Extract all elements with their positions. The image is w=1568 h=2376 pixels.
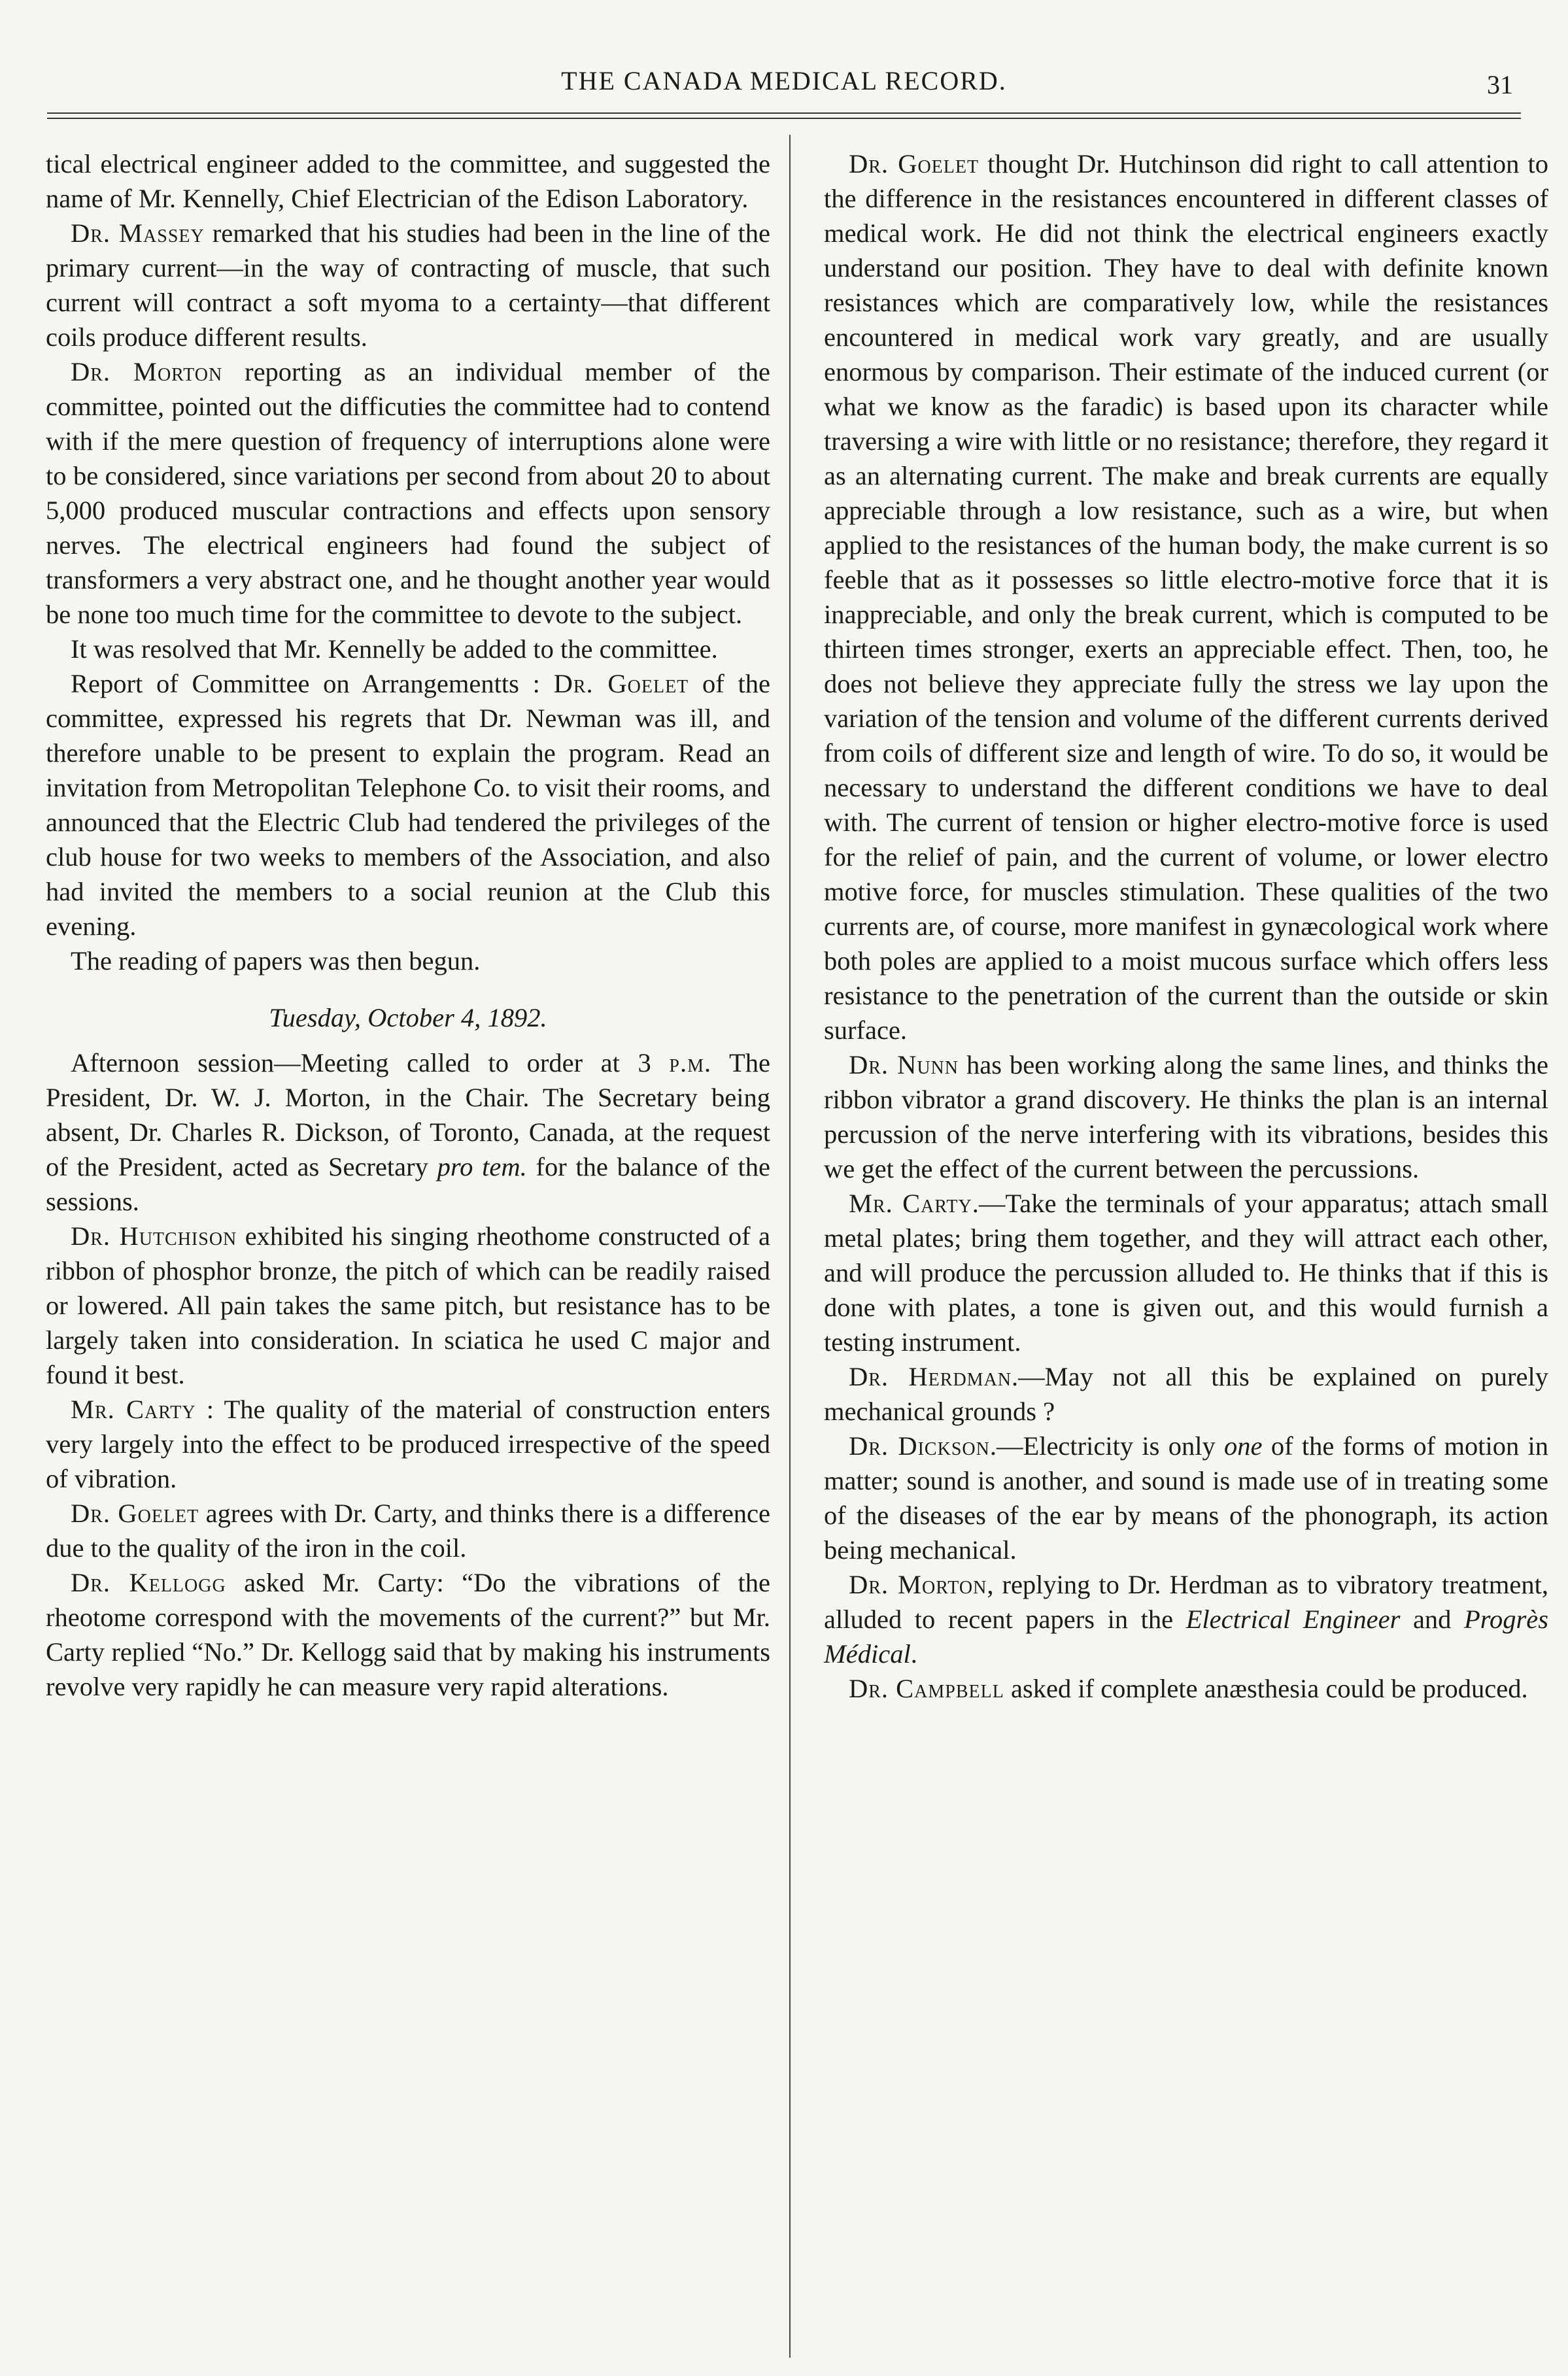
header-rule <box>47 112 1521 114</box>
speaker-name: Dr. Nunn <box>849 1050 959 1079</box>
header-rule-double <box>47 118 1521 119</box>
paragraph <box>824 1186 1548 1359</box>
paragraph <box>46 1392 770 1496</box>
paragraph-text: asked Mr. Carty: “Do the vibrations of the rheotome correspond with the movements of the current?” but Mr. Carty replied “No.” Dr. Kellogg said that by making his instruments revolve very rapidly he can measure very rapid alterations. <box>46 1568 770 1701</box>
speaker-name: Dr. Massey <box>71 218 205 248</box>
paragraph: The reading of papers was then begun. <box>71 946 481 976</box>
speaker-name: Dr. Dickson <box>849 1431 990 1461</box>
paragraph <box>824 146 1548 1047</box>
column-divider <box>789 135 791 2358</box>
paragraph-text: , replying to Dr. Herdman as to vibratory treatment, alluded to recent papers in the <box>824 1570 1548 1634</box>
paragraph <box>46 1496 770 1565</box>
paragraph-text: : The quality of the material of construction enters very largely into the effect to be produced irrespective of the speed of vibration. <box>46 1395 770 1493</box>
paragraph <box>46 1219 770 1392</box>
paragraph-text: and <box>1400 1604 1464 1634</box>
paragraph-text: of the forms of motion in matter; sound is another, and sound is made use of in treating some of the diseases of the ear by means of the phonograph, its action being mechanical. <box>824 1431 1548 1565</box>
time-abbrev: p.m. <box>669 1048 712 1078</box>
paragraph-text: .—Take the terminals of your apparatus; attach small metal plates; bring them together, and they will attract each other, and will produce the percussion alluded to. He thinks that if this is done with plates, a tone is given out, and this would furnish a testing instrument. <box>824 1189 1548 1357</box>
speaker-name: Dr. Goelet <box>849 149 980 178</box>
paragraph-text: of the committee, expressed his regrets that Dr. Newman was ill, and therefore unable to be present to explain the program. Read an invitation from Metropolitan Telephone Co. to visit their rooms, and announced that the Electric Club had tendered the privileges of the club house for two weeks to members of the Association, and also had invited the members to a social reunion at the Club this evening. <box>46 669 771 941</box>
paragraph-text: Afternoon session—Meeting called to order at 3 <box>71 1048 670 1078</box>
session-dateline: Tuesday, October 4, 1892. <box>269 1003 547 1032</box>
journal-title: Electrical Engineer <box>1185 1604 1401 1634</box>
speaker-name: Dr. Kellogg <box>71 1568 226 1597</box>
paragraph-text: for the balance of the sessions. <box>46 1152 771 1216</box>
paragraph-text: Report of Committee on Arrangementts : <box>71 669 554 698</box>
paragraph <box>824 1359 1548 1429</box>
speaker-name: Mr. Carty <box>71 1395 196 1424</box>
paragraph <box>46 354 770 632</box>
speaker-name: Dr. Morton <box>71 357 223 386</box>
left-column <box>46 146 770 1704</box>
paragraph <box>46 1565 770 1704</box>
italic-phrase: one <box>1224 1431 1263 1461</box>
paragraph <box>824 1671 1548 1706</box>
page-number: 31 <box>1487 70 1513 99</box>
paragraph-text: thought Dr. Hutchinson did right to call attention to the difference in the resistances encountered in different classes of medical work. He did not think the electrical engineers exactly understand our position. They have to deal with definite known resistances which are comparatively low, while the resistances encountered in medical work vary greatly, and are usually enormous by comparison. Their estimate of the induced current (or what we know as the faradic) is based upon its character while traversing a wire with little or no resistance; therefore, they regard it as an alternating current. The make and break currents are equally appreciable through a low resistance, such as a wire, but when applied to the resistances of the human body, the make current is so feeble that as it possesses so little electro-motive force that it is inappreciable, and only the break current, which is computed to be thirteen times stronger, exerts an appreciable effect. Then, too, he does not believe they appreciate fully the stress we lay upon the variation of the tension and volume of the different currents derived from coils of different size and length of wire. To do so, it would be necessary to understand the different conditions we have to deal with. The current of tension or higher electro-motive force is used for the relief of pain, and the current of volume, or lower electro motive force, for muscles stimulation. These qualities of the two currents are, of course, more manifest in gynæcological work where both poles are applied to a moist mucous surface which offers less resistance to the penetration of the current than the outside or skin surface. <box>824 149 1548 1045</box>
speaker-name: Dr. Herdman <box>849 1362 1012 1391</box>
speaker-name: Dr. Morton <box>849 1570 987 1599</box>
paragraph-text: .—May not all this be explained on purely mechanical grounds ? <box>824 1362 1548 1426</box>
paragraph <box>46 216 770 354</box>
paragraph-text: exhibited his singing rheothome constructed of a ribbon of phosphor bronze, the pitch of which can be readily raised or lowered. All pain takes the same pitch, but resistance has to be largely taken into consideration. In sciatica he used C major and found it best. <box>46 1221 771 1389</box>
paragraph-text: agrees with Dr. Carty, and thinks there is a difference due to the quality of the iron in the coil. <box>46 1499 770 1563</box>
paragraph-text: . <box>910 1639 917 1669</box>
speaker-name: Dr. Goelet <box>553 669 689 698</box>
speaker-name: Dr. Hutchison <box>71 1221 237 1251</box>
paragraph-text: remarked that his studies had been in the line of the primary current—in the way of contracting of muscle, that such current will contract a soft myoma to a certainty—that different coils produce different results. <box>46 218 770 352</box>
paragraph <box>46 1045 770 1219</box>
journal-title: Progrès Médical <box>824 1604 1548 1669</box>
paragraph <box>824 1567 1548 1671</box>
speaker-name: Dr. Campbell <box>849 1674 1004 1703</box>
paragraph-text: The President, Dr. W. J. Morton, in the Chair. The Secretary being absent, Dr. Charles R. Dickson, of Toronto, Canada, at the request of the President, acted as Secretary <box>46 1048 770 1181</box>
paragraph-text: has been working along the same lines, and thinks the ribbon vibrator a grand discovery. He thinks the plan is an internal percussion of the nerve interfering with its vibrations, besides this we get the effect of the current between the percussions. <box>824 1050 1548 1183</box>
paragraph: It was resolved that Mr. Kennelly be added to the committee. <box>71 634 718 664</box>
paragraph <box>46 666 770 943</box>
paragraph <box>824 1047 1548 1186</box>
paragraph-text: asked if complete anæsthesia could be produced. <box>1004 1674 1528 1703</box>
paragraph-text: .—Electricity is only <box>989 1431 1225 1461</box>
paragraph <box>824 1429 1548 1567</box>
speaker-name: Dr. Goelet <box>71 1499 199 1528</box>
right-column <box>824 146 1548 1706</box>
italic-phrase: pro tem. <box>437 1152 527 1181</box>
paragraph: tical electrical engineer added to the committee, and suggested the name of Mr. Kennelly, Chief Electrician of the Edison Laboratory. <box>46 149 770 213</box>
paragraph-text: reporting as an individual member of the committee, pointed out the difficuties the committee had to contend with if the mere question of frequency of interruptions alone were to be considered, since variations per second from about 20 to about 5,000 produced muscular contractions and effects upon sensory nerves. The electrical engineers had found the subject of transformers a very abstract one, and he thought another year would be none too much time for the committee to devote to the subject. <box>46 357 770 629</box>
speaker-name: Mr. Carty <box>849 1189 972 1218</box>
running-header: THE CANADA MEDICAL RECORD. <box>561 66 1007 95</box>
